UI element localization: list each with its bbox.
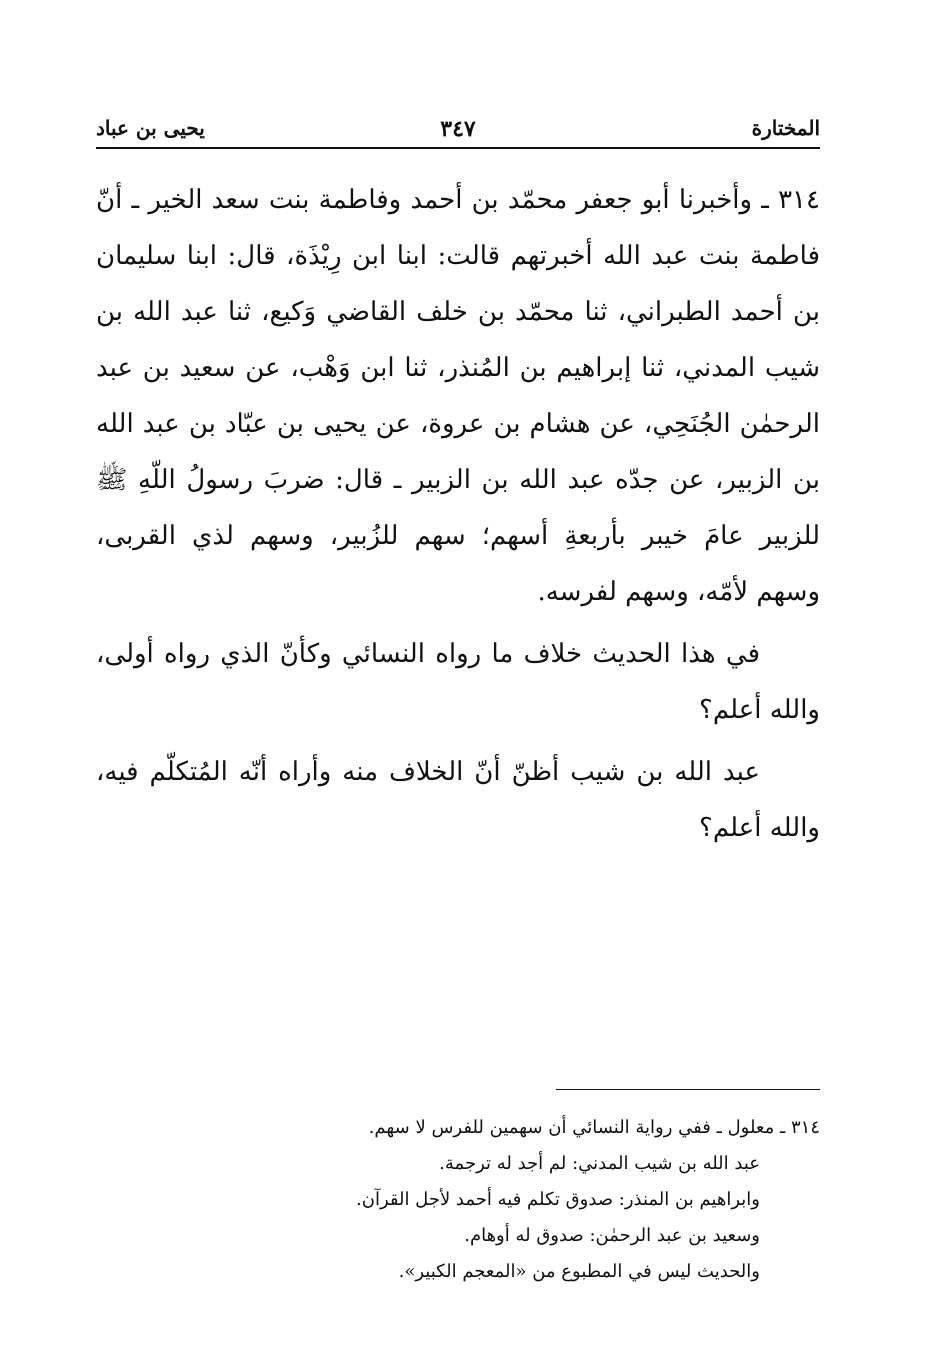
footnote-line: ٣١٤ ـ معلول ـ ففي رواية النسائي أن سهمين للفرس لا سهم. <box>368 1117 820 1138</box>
page-number: ٣٤٧ <box>440 116 476 142</box>
main-text <box>96 172 820 856</box>
hadith-paragraph: ٣١٤ ـ وأخبرنا أبو جعفر محمّد بن أحمد وفاطمة بنت سعد الخير ـ أنّ فاطمة بنت عبد الله أخبرتهم قالت: ابنا ابن رِيْذَة، قال: ابنا سليمان بن أحمد الطبراني، ثنا محمّد بن خلف القاضي وَكيع، ثنا عبد الله بن شيب المدني، ثنا إبراهيم بن المُنذر، ثنا ابن وَهْب، عن سعيد بن عبد الرحمٰن الجُنَحِي، عن هشام بن عروة، عن يحيى بن عبّاد بن عبد الله بن الزبير، عن جدّه عبد الله بن الزبير ـ قال: ضربَ رسولُ اللّهِ ﷺ للزبير عامَ خيبر بأربعةِ أسهم؛ سهم للزُبير، وسهم لذي القربى، وسهم لأمّه، وسهم لفرسه. <box>96 185 820 607</box>
footnote-line: عبد الله بن شيب المدني: لم أجد له ترجمة. <box>439 1153 760 1174</box>
page-header <box>96 112 820 146</box>
note-paragraph-1: في هذا الحديث خلاف ما رواه النسائي وكأنّ الذي رواه أولى، والله أعلم؟ <box>96 639 820 725</box>
note-paragraph-2: عبد الله بن شيب أظنّ أنّ الخلاف منه وأراه أنّه المُتكلّم فيه، والله أعلم؟ <box>96 757 820 843</box>
book-title: المختارة <box>751 116 820 140</box>
footnotes <box>200 1110 820 1290</box>
footnote-line: وسعيد بن عبد الرحمٰن: صدوق له أوهام. <box>464 1225 760 1246</box>
section-title: يحيى بن عباد <box>96 116 205 140</box>
footnote-divider <box>556 1089 820 1090</box>
footnote-line: والحديث ليس في المطبوع من «المعجم الكبير». <box>398 1261 760 1282</box>
header-divider <box>96 147 820 149</box>
footnote-line: وابراهيم بن المنذر: صدوق تكلم فيه أحمد لأجل القرآن. <box>356 1189 760 1210</box>
